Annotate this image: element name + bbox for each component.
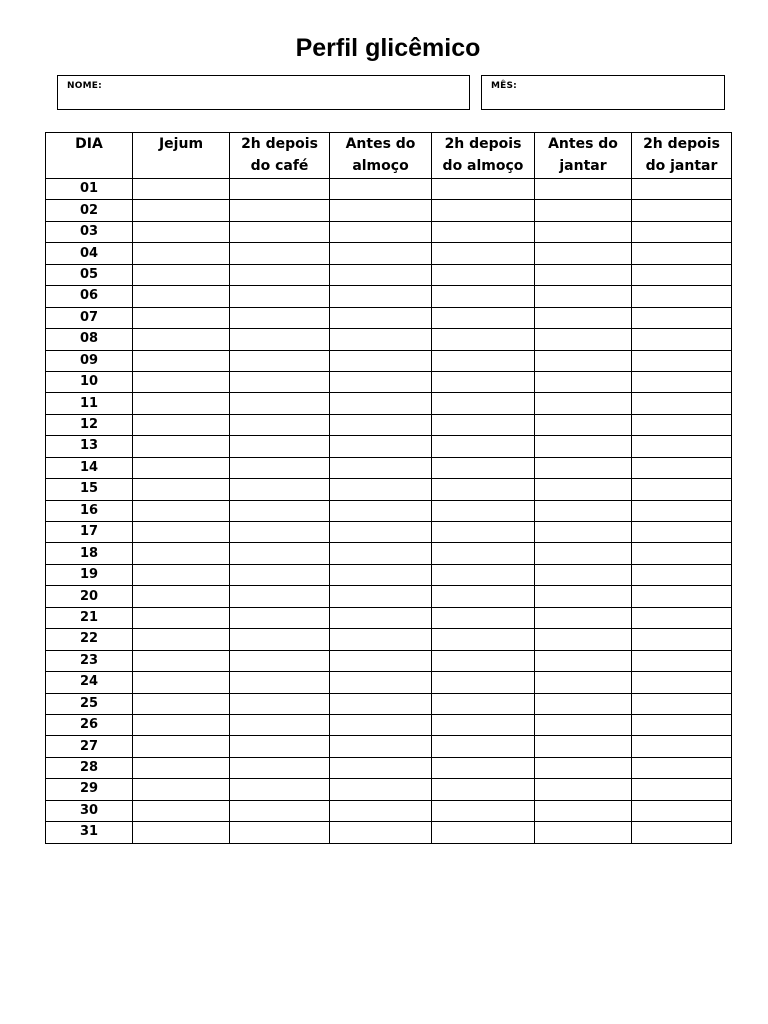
reading-cell-after-dinner[interactable] <box>632 629 732 650</box>
day-number: 15 <box>46 479 133 500</box>
reading-cell-before-lunch[interactable] <box>330 436 432 457</box>
day-number: 20 <box>46 586 133 607</box>
reading-cell-before-lunch[interactable] <box>330 393 432 414</box>
reading-cell-after-breakfast[interactable] <box>230 822 330 843</box>
day-number: 18 <box>46 543 133 564</box>
reading-cell-after-lunch[interactable] <box>432 800 535 821</box>
reading-cell-before-lunch[interactable] <box>330 500 432 521</box>
reading-cell-after-lunch[interactable] <box>432 371 535 392</box>
reading-cell-after-dinner[interactable] <box>632 179 732 200</box>
reading-cell-before-dinner[interactable] <box>535 629 632 650</box>
reading-cell-after-dinner[interactable] <box>632 479 732 500</box>
table-row <box>46 371 732 392</box>
day-number: 13 <box>46 436 133 457</box>
reading-cell-after-dinner[interactable] <box>632 672 732 693</box>
reading-cell-before-lunch[interactable] <box>330 307 432 328</box>
header-after-breakfast-line-2: do café <box>250 158 309 174</box>
reading-cell-before-lunch[interactable] <box>330 822 432 843</box>
header-before-lunch <box>330 133 432 179</box>
reading-cell-fasting[interactable] <box>133 800 230 821</box>
header-after-dinner-line-2: do jantar <box>645 158 718 174</box>
reading-cell-after-breakfast[interactable] <box>230 800 330 821</box>
day-number: 11 <box>46 393 133 414</box>
reading-cell-after-breakfast[interactable] <box>230 650 330 671</box>
reading-cell-after-lunch[interactable] <box>432 286 535 307</box>
table-row <box>46 329 732 350</box>
reading-cell-after-dinner[interactable] <box>632 264 732 285</box>
reading-cell-fasting[interactable] <box>133 757 230 778</box>
day-number: 16 <box>46 500 133 521</box>
reading-cell-before-lunch[interactable] <box>330 479 432 500</box>
reading-cell-before-lunch[interactable] <box>330 714 432 735</box>
reading-cell-before-dinner[interactable] <box>535 672 632 693</box>
day-number: 10 <box>46 371 133 392</box>
reading-cell-after-dinner[interactable] <box>632 329 732 350</box>
reading-cell-fasting[interactable] <box>133 543 230 564</box>
reading-cell-after-breakfast[interactable] <box>230 243 330 264</box>
reading-cell-after-breakfast[interactable] <box>230 586 330 607</box>
reading-cell-before-dinner[interactable] <box>535 714 632 735</box>
reading-cell-before-dinner[interactable] <box>535 736 632 757</box>
reading-cell-after-dinner[interactable] <box>632 714 732 735</box>
reading-cell-after-dinner[interactable] <box>632 243 732 264</box>
table-row <box>46 350 732 371</box>
reading-cell-before-dinner[interactable] <box>535 522 632 543</box>
table-row <box>46 779 732 800</box>
reading-cell-after-dinner[interactable] <box>632 522 732 543</box>
reading-cell-fasting[interactable] <box>133 586 230 607</box>
reading-cell-fasting[interactable] <box>133 650 230 671</box>
reading-cell-after-dinner[interactable] <box>632 436 732 457</box>
day-number: 31 <box>46 822 133 843</box>
page-title: Perfil glicêmico <box>295 34 481 62</box>
reading-cell-after-lunch[interactable] <box>432 479 535 500</box>
reading-cell-fasting[interactable] <box>133 779 230 800</box>
table-row <box>46 693 732 714</box>
reading-cell-before-dinner[interactable] <box>535 779 632 800</box>
day-number: 21 <box>46 607 133 628</box>
reading-cell-after-lunch[interactable] <box>432 329 535 350</box>
day-number: 05 <box>46 264 133 285</box>
header-before-dinner-line-2: jantar <box>559 158 607 174</box>
reading-cell-before-lunch[interactable] <box>330 414 432 435</box>
day-number: 23 <box>46 650 133 671</box>
reading-cell-before-lunch[interactable] <box>330 200 432 221</box>
table-row <box>46 393 732 414</box>
reading-cell-before-lunch[interactable] <box>330 607 432 628</box>
table-row <box>46 543 732 564</box>
reading-cell-fasting[interactable] <box>133 393 230 414</box>
day-number: 25 <box>46 693 133 714</box>
reading-cell-fasting[interactable] <box>133 414 230 435</box>
reading-cell-after-dinner[interactable] <box>632 350 732 371</box>
reading-cell-after-lunch[interactable] <box>432 243 535 264</box>
reading-cell-after-dinner[interactable] <box>632 221 732 242</box>
reading-cell-after-lunch[interactable] <box>432 522 535 543</box>
reading-cell-after-lunch[interactable] <box>432 607 535 628</box>
reading-cell-fasting[interactable] <box>133 221 230 242</box>
reading-cell-after-lunch[interactable] <box>432 200 535 221</box>
reading-cell-after-lunch[interactable] <box>432 650 535 671</box>
reading-cell-after-breakfast[interactable] <box>230 350 330 371</box>
reading-cell-before-lunch[interactable] <box>330 779 432 800</box>
day-number: 12 <box>46 414 133 435</box>
reading-cell-fasting[interactable] <box>133 522 230 543</box>
reading-cell-before-lunch[interactable] <box>330 286 432 307</box>
reading-cell-before-lunch[interactable] <box>330 221 432 242</box>
reading-cell-fasting[interactable] <box>133 243 230 264</box>
table-header-row <box>46 133 732 179</box>
reading-cell-after-dinner[interactable] <box>632 564 732 585</box>
reading-cell-after-dinner[interactable] <box>632 457 732 478</box>
reading-cell-fasting[interactable] <box>133 307 230 328</box>
reading-cell-fasting[interactable] <box>133 736 230 757</box>
reading-cell-before-lunch[interactable] <box>330 693 432 714</box>
reading-cell-after-dinner[interactable] <box>632 586 732 607</box>
reading-cell-fasting[interactable] <box>133 329 230 350</box>
reading-cell-after-lunch[interactable] <box>432 500 535 521</box>
day-number: 19 <box>46 564 133 585</box>
reading-cell-after-dinner[interactable] <box>632 286 732 307</box>
reading-cell-after-dinner[interactable] <box>632 393 732 414</box>
reading-cell-before-dinner[interactable] <box>535 457 632 478</box>
table-row <box>46 650 732 671</box>
reading-cell-after-dinner[interactable] <box>632 779 732 800</box>
reading-cell-after-lunch[interactable] <box>432 822 535 843</box>
reading-cell-after-breakfast[interactable] <box>230 564 330 585</box>
table-row <box>46 243 732 264</box>
reading-cell-after-breakfast[interactable] <box>230 329 330 350</box>
table-row <box>46 522 732 543</box>
reading-cell-after-lunch[interactable] <box>432 264 535 285</box>
reading-cell-after-dinner[interactable] <box>632 371 732 392</box>
reading-cell-before-dinner[interactable] <box>535 371 632 392</box>
reading-cell-before-dinner[interactable] <box>535 564 632 585</box>
reading-cell-before-dinner[interactable] <box>535 243 632 264</box>
reading-cell-before-dinner[interactable] <box>535 800 632 821</box>
reading-cell-after-breakfast[interactable] <box>230 629 330 650</box>
table-row <box>46 436 732 457</box>
reading-cell-before-dinner[interactable] <box>535 179 632 200</box>
name-field-label: NOME: <box>67 81 102 91</box>
reading-cell-after-lunch[interactable] <box>432 350 535 371</box>
reading-cell-after-breakfast[interactable] <box>230 221 330 242</box>
reading-cell-after-breakfast[interactable] <box>230 543 330 564</box>
table-row <box>46 221 732 242</box>
reading-cell-after-dinner[interactable] <box>632 822 732 843</box>
day-number: 01 <box>46 179 133 200</box>
reading-cell-before-dinner[interactable] <box>535 650 632 671</box>
reading-cell-fasting[interactable] <box>133 436 230 457</box>
reading-cell-after-breakfast[interactable] <box>230 200 330 221</box>
table-row <box>46 629 732 650</box>
reading-cell-fasting[interactable] <box>133 500 230 521</box>
reading-cell-before-dinner[interactable] <box>535 200 632 221</box>
day-number: 03 <box>46 221 133 242</box>
reading-cell-after-lunch[interactable] <box>432 221 535 242</box>
reading-cell-before-lunch[interactable] <box>330 672 432 693</box>
reading-cell-after-breakfast[interactable] <box>230 436 330 457</box>
day-number: 09 <box>46 350 133 371</box>
reading-cell-before-dinner[interactable] <box>535 757 632 778</box>
table-row <box>46 457 732 478</box>
table-row <box>46 286 732 307</box>
reading-cell-fasting[interactable] <box>133 200 230 221</box>
reading-cell-after-lunch[interactable] <box>432 757 535 778</box>
day-number: 22 <box>46 629 133 650</box>
reading-cell-after-lunch[interactable] <box>432 693 535 714</box>
reading-cell-after-lunch[interactable] <box>432 414 535 435</box>
reading-cell-before-lunch[interactable] <box>330 371 432 392</box>
reading-cell-after-dinner[interactable] <box>632 500 732 521</box>
reading-cell-before-dinner[interactable] <box>535 543 632 564</box>
reading-cell-after-lunch[interactable] <box>432 457 535 478</box>
reading-cell-after-breakfast[interactable] <box>230 757 330 778</box>
reading-cell-after-breakfast[interactable] <box>230 286 330 307</box>
reading-cell-after-lunch[interactable] <box>432 543 535 564</box>
reading-cell-fasting[interactable] <box>133 607 230 628</box>
reading-cell-after-breakfast[interactable] <box>230 522 330 543</box>
reading-cell-before-lunch[interactable] <box>330 586 432 607</box>
reading-cell-after-breakfast[interactable] <box>230 457 330 478</box>
reading-cell-after-lunch[interactable] <box>432 672 535 693</box>
table-row <box>46 564 732 585</box>
table-row <box>46 736 732 757</box>
reading-cell-before-dinner[interactable] <box>535 264 632 285</box>
table-row <box>46 607 732 628</box>
reading-cell-before-dinner[interactable] <box>535 586 632 607</box>
reading-cell-after-lunch[interactable] <box>432 564 535 585</box>
reading-cell-after-lunch[interactable] <box>432 179 535 200</box>
reading-cell-before-dinner[interactable] <box>535 436 632 457</box>
reading-cell-before-dinner[interactable] <box>535 607 632 628</box>
reading-cell-before-lunch[interactable] <box>330 329 432 350</box>
reading-cell-after-breakfast[interactable] <box>230 779 330 800</box>
day-number: 02 <box>46 200 133 221</box>
reading-cell-before-lunch[interactable] <box>330 629 432 650</box>
reading-cell-after-breakfast[interactable] <box>230 693 330 714</box>
reading-cell-after-breakfast[interactable] <box>230 736 330 757</box>
reading-cell-fasting[interactable] <box>133 371 230 392</box>
reading-cell-before-lunch[interactable] <box>330 757 432 778</box>
reading-cell-after-breakfast[interactable] <box>230 307 330 328</box>
reading-cell-fasting[interactable] <box>133 264 230 285</box>
reading-cell-after-dinner[interactable] <box>632 200 732 221</box>
reading-cell-after-lunch[interactable] <box>432 629 535 650</box>
reading-cell-fasting[interactable] <box>133 822 230 843</box>
reading-cell-after-dinner[interactable] <box>632 307 732 328</box>
table-row <box>46 414 732 435</box>
reading-cell-fasting[interactable] <box>133 693 230 714</box>
day-number: 17 <box>46 522 133 543</box>
reading-cell-fasting[interactable] <box>133 672 230 693</box>
reading-cell-before-lunch[interactable] <box>330 179 432 200</box>
reading-cell-fasting[interactable] <box>133 564 230 585</box>
table-row <box>46 200 732 221</box>
reading-cell-before-lunch[interactable] <box>330 564 432 585</box>
reading-cell-before-dinner[interactable] <box>535 414 632 435</box>
header-before-lunch-line-2: almoço <box>352 158 409 174</box>
reading-cell-after-breakfast[interactable] <box>230 371 330 392</box>
day-number: 27 <box>46 736 133 757</box>
reading-cell-fasting[interactable] <box>133 350 230 371</box>
table-row <box>46 757 732 778</box>
day-number: 14 <box>46 457 133 478</box>
reading-cell-after-lunch[interactable] <box>432 736 535 757</box>
reading-cell-before-lunch[interactable] <box>330 800 432 821</box>
reading-cell-before-dinner[interactable] <box>535 350 632 371</box>
day-number: 07 <box>46 307 133 328</box>
reading-cell-after-lunch[interactable] <box>432 393 535 414</box>
day-number: 08 <box>46 329 133 350</box>
reading-cell-fasting[interactable] <box>133 286 230 307</box>
reading-cell-after-dinner[interactable] <box>632 414 732 435</box>
reading-cell-after-breakfast[interactable] <box>230 264 330 285</box>
reading-cell-before-dinner[interactable] <box>535 221 632 242</box>
table-row <box>46 714 732 735</box>
table-row <box>46 672 732 693</box>
header-after-dinner-line-1: 2h depois <box>643 136 720 152</box>
table-row <box>46 800 732 821</box>
reading-cell-before-dinner[interactable] <box>535 693 632 714</box>
reading-cell-before-lunch[interactable] <box>330 522 432 543</box>
day-number: 28 <box>46 757 133 778</box>
reading-cell-before-dinner[interactable] <box>535 479 632 500</box>
reading-cell-before-lunch[interactable] <box>330 264 432 285</box>
header-before-lunch-line-1: Antes do <box>345 136 416 152</box>
reading-cell-before-lunch[interactable] <box>330 650 432 671</box>
header-before-dinner-line-1: Antes do <box>548 136 618 152</box>
reading-cell-before-dinner[interactable] <box>535 822 632 843</box>
reading-cell-after-breakfast[interactable] <box>230 414 330 435</box>
header-after-breakfast-line-1: 2h depois <box>241 136 318 152</box>
reading-cell-after-dinner[interactable] <box>632 650 732 671</box>
header-after-lunch-line-2: do almoço <box>442 158 524 174</box>
table-body <box>46 179 732 844</box>
reading-cell-before-lunch[interactable] <box>330 457 432 478</box>
name-field[interactable] <box>57 75 470 110</box>
month-field[interactable] <box>481 75 725 110</box>
glucose-log-table <box>45 132 732 844</box>
reading-cell-after-breakfast[interactable] <box>230 479 330 500</box>
header-day <box>46 133 133 179</box>
day-number: 04 <box>46 243 133 264</box>
header-after-lunch <box>432 133 535 179</box>
reading-cell-after-breakfast[interactable] <box>230 393 330 414</box>
reading-cell-after-dinner[interactable] <box>632 543 732 564</box>
reading-cell-fasting[interactable] <box>133 457 230 478</box>
table-row <box>46 179 732 200</box>
reading-cell-fasting[interactable] <box>133 629 230 650</box>
header-after-dinner <box>632 133 732 179</box>
header-before-dinner <box>535 133 632 179</box>
reading-cell-after-dinner[interactable] <box>632 736 732 757</box>
reading-cell-before-lunch[interactable] <box>330 736 432 757</box>
table-row <box>46 479 732 500</box>
day-number: 24 <box>46 672 133 693</box>
reading-cell-fasting[interactable] <box>133 179 230 200</box>
reading-cell-after-breakfast[interactable] <box>230 607 330 628</box>
table-row <box>46 500 732 521</box>
reading-cell-after-dinner[interactable] <box>632 693 732 714</box>
reading-cell-after-dinner[interactable] <box>632 607 732 628</box>
reading-cell-fasting[interactable] <box>133 479 230 500</box>
day-number: 26 <box>46 714 133 735</box>
reading-cell-after-lunch[interactable] <box>432 307 535 328</box>
reading-cell-before-lunch[interactable] <box>330 543 432 564</box>
reading-cell-after-breakfast[interactable] <box>230 500 330 521</box>
reading-cell-before-dinner[interactable] <box>535 393 632 414</box>
reading-cell-fasting[interactable] <box>133 714 230 735</box>
header-after-breakfast <box>230 133 330 179</box>
header-fasting-line-1: Jejum <box>158 136 204 152</box>
reading-cell-before-dinner[interactable] <box>535 307 632 328</box>
header-day-line-1: DIA <box>75 136 103 152</box>
reading-cell-before-lunch[interactable] <box>330 243 432 264</box>
reading-cell-after-lunch[interactable] <box>432 436 535 457</box>
table-row <box>46 586 732 607</box>
reading-cell-after-lunch[interactable] <box>432 714 535 735</box>
reading-cell-before-dinner[interactable] <box>535 329 632 350</box>
header-fasting <box>133 133 230 179</box>
reading-cell-before-dinner[interactable] <box>535 286 632 307</box>
day-number: 06 <box>46 286 133 307</box>
header-after-lunch-line-1: 2h depois <box>444 136 522 152</box>
reading-cell-before-dinner[interactable] <box>535 500 632 521</box>
day-number: 29 <box>46 779 133 800</box>
day-number: 30 <box>46 800 133 821</box>
reading-cell-after-dinner[interactable] <box>632 757 732 778</box>
table-row <box>46 822 732 843</box>
reading-cell-after-lunch[interactable] <box>432 586 535 607</box>
reading-cell-after-breakfast[interactable] <box>230 672 330 693</box>
month-field-label: MÊS: <box>491 81 517 91</box>
reading-cell-after-breakfast[interactable] <box>230 179 330 200</box>
reading-cell-before-lunch[interactable] <box>330 350 432 371</box>
table-row <box>46 264 732 285</box>
table-row <box>46 307 732 328</box>
reading-cell-after-lunch[interactable] <box>432 779 535 800</box>
reading-cell-after-dinner[interactable] <box>632 800 732 821</box>
reading-cell-after-breakfast[interactable] <box>230 714 330 735</box>
